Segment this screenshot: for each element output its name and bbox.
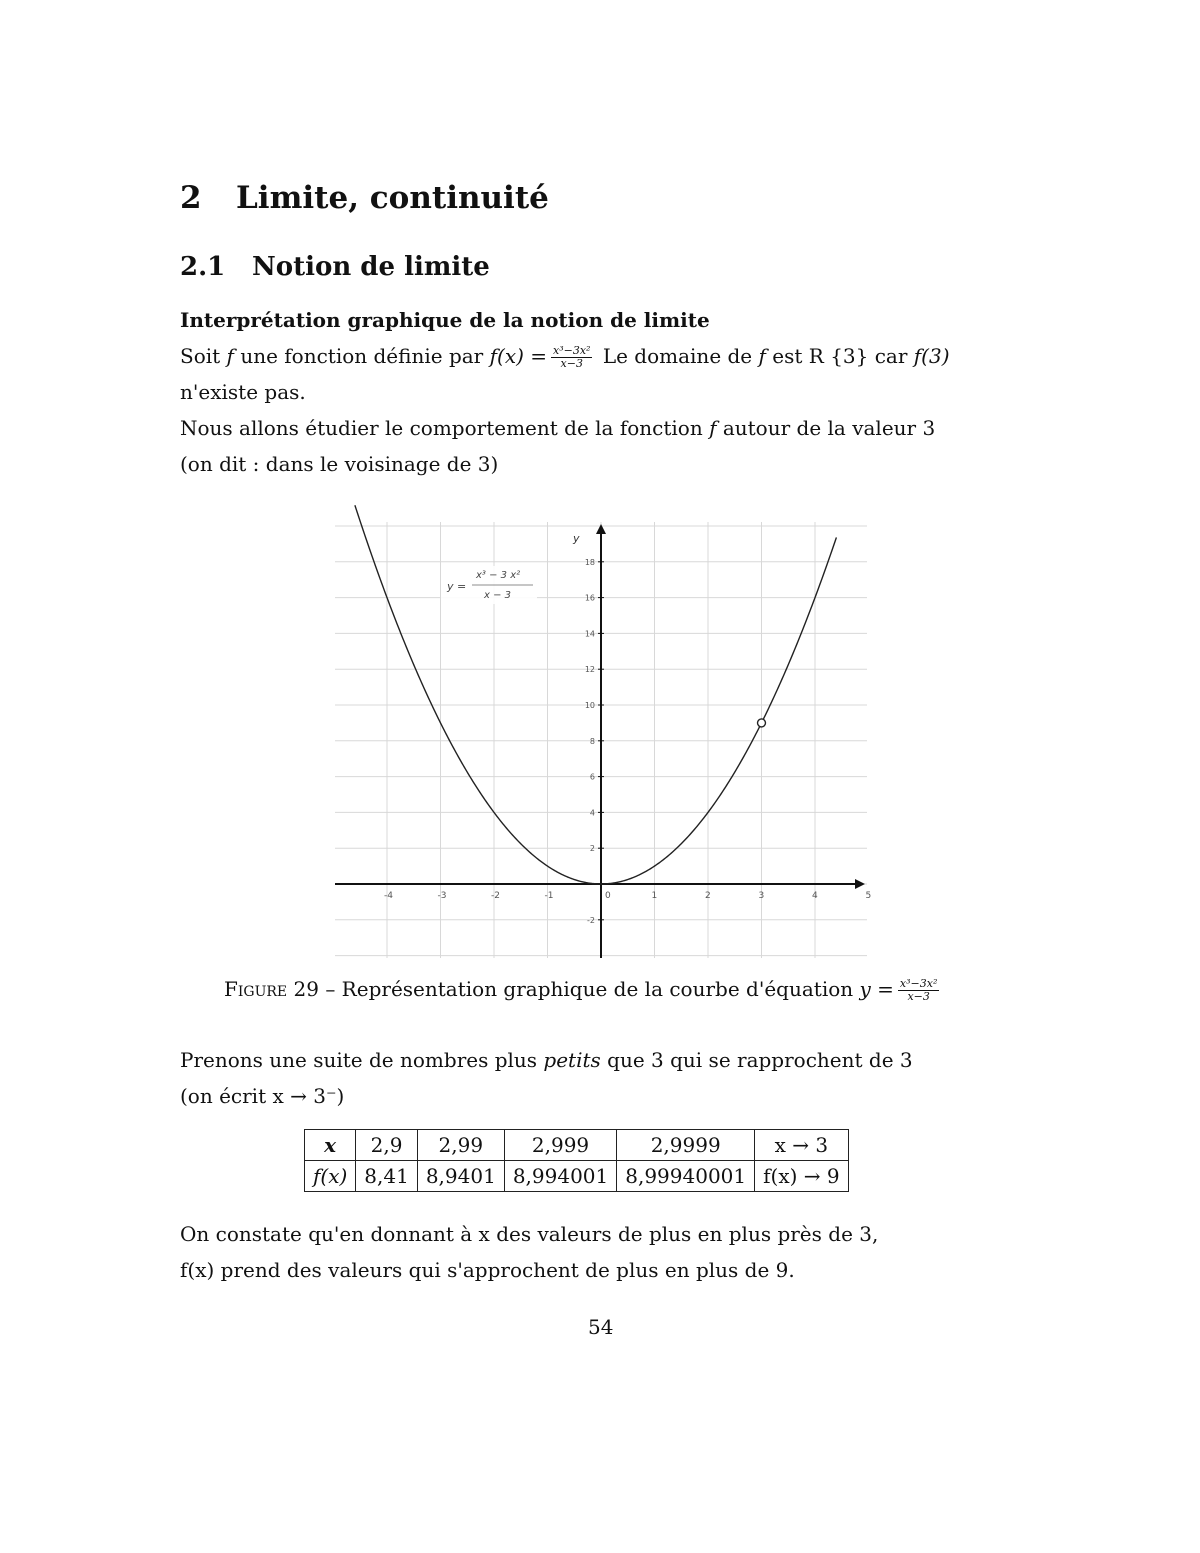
x-tick-label: -1	[544, 891, 554, 901]
x-tick-label: 0	[605, 891, 611, 901]
fraction-numerator: x³−3x²	[553, 344, 591, 357]
subsection-title: Notion de limite	[252, 252, 490, 282]
math-f-2: f	[758, 344, 766, 368]
equation-left: y =	[447, 580, 467, 593]
paragraph-study-line1	[180, 410, 935, 446]
table-cell: x → 3	[755, 1130, 848, 1161]
table-cell: 2,9	[356, 1130, 418, 1161]
text-study-b: autour de la valeur 3	[722, 416, 936, 440]
table-cell: f(x) → 9	[755, 1161, 848, 1192]
text-domaine: Le domaine de	[602, 344, 753, 368]
text-petits: petits	[543, 1048, 601, 1072]
table-cell: 2,999	[504, 1130, 616, 1161]
y-tick-label: 4	[589, 808, 595, 818]
bold-paragraph-heading: Interprétation graphique de la notion de limite	[180, 308, 710, 332]
y-tick-label: 16	[584, 593, 595, 603]
math-f-3: f	[709, 416, 717, 440]
table-cell: 8,9401	[417, 1161, 504, 1192]
table-cell: 2,9999	[617, 1130, 755, 1161]
equation-denominator: x − 3	[484, 590, 512, 601]
fraction-definition	[551, 345, 592, 370]
fraction-denominator: x−3	[560, 357, 583, 370]
equation-label	[441, 566, 537, 604]
text-soit: Soit	[180, 344, 221, 368]
table-cell: 8,994001	[504, 1161, 616, 1192]
y-tick-label: 2	[589, 844, 595, 854]
section-number: 2	[180, 180, 202, 216]
y-tick-label: 14	[584, 629, 595, 639]
paragraph-definition-line1	[180, 338, 950, 374]
table-row-fx	[305, 1161, 849, 1192]
x-tick-label: 3	[758, 891, 765, 901]
y-tick-label: 10	[584, 701, 595, 710]
subsection-heading	[180, 252, 490, 282]
equation-numerator: x³ − 3 x²	[476, 570, 521, 581]
curve-hole-point	[758, 719, 766, 727]
y-tick-label: 6	[589, 772, 595, 782]
figure-label: Figure 29	[224, 977, 319, 1001]
text-sequence-b: que 3 qui se rapprochent de 3	[607, 1048, 913, 1072]
values-table	[304, 1129, 849, 1192]
figure-caption-y: y =	[859, 977, 894, 1001]
x-tick-label: -2	[491, 891, 500, 901]
subsection-number: 2.1	[180, 252, 226, 282]
paragraph-conclusion-line1: On constate qu'en donnant à x des valeurs de plus en plus près de 3,	[180, 1222, 879, 1246]
table-row-x	[305, 1130, 849, 1161]
x-tick-label: 4	[812, 891, 818, 901]
x-tick-label: 5	[865, 891, 872, 901]
x-tick-label: 1	[651, 891, 658, 901]
figure-caption	[224, 977, 943, 1003]
y-tick-label: 12	[584, 665, 595, 675]
text-une-fonction: une fonction définie par	[240, 344, 484, 368]
text-sequence-a: Prenons une suite de nombres plus	[180, 1048, 538, 1072]
text-est: est R {3} car	[772, 344, 908, 368]
figure-caption-fraction	[898, 978, 939, 1003]
table-cell: f(x)	[305, 1161, 356, 1192]
table-cell: 2,99	[417, 1130, 504, 1161]
y-axis-label: y	[573, 532, 580, 545]
y-tick-label: -2	[587, 915, 595, 925]
paragraph-conclusion-line2: f(x) prend des valeurs qui s'approchent de plus en plus de 9.	[180, 1258, 795, 1282]
y-tick-label: 8	[589, 736, 595, 746]
page-number: 54	[588, 1315, 614, 1339]
figure-caption-numerator: x³−3x²	[899, 977, 938, 990]
y-tick-label: 18	[584, 557, 595, 567]
figure-caption-denominator: x−3	[907, 990, 930, 1003]
function-graph	[335, 522, 872, 958]
table-cell: 8,99940001	[617, 1161, 755, 1192]
paragraph-definition-line2: n'existe pas.	[180, 380, 306, 404]
x-tick-label: 2	[705, 891, 711, 901]
section-heading	[180, 180, 549, 216]
math-f: f	[226, 344, 234, 368]
math-f3: f(3)	[913, 344, 950, 368]
paragraph-sequence-line1	[180, 1042, 913, 1078]
x-tick-label: -3	[437, 891, 447, 901]
paragraph-study-line2: (on dit : dans le voisinage de 3)	[180, 452, 499, 476]
text-study-a: Nous allons étudier le comportement de la fonction	[180, 416, 703, 440]
math-fx: f(x) =	[489, 344, 548, 368]
paragraph-sequence-line2: (on écrit x → 3⁻)	[180, 1084, 345, 1108]
figure-caption-text: – Représentation graphique de la courbe d'équation	[325, 977, 854, 1001]
section-title: Limite, continuité	[236, 180, 549, 216]
x-tick-label: -4	[384, 891, 393, 901]
table-cell: 8,41	[356, 1161, 418, 1192]
table-cell: x	[305, 1130, 356, 1161]
